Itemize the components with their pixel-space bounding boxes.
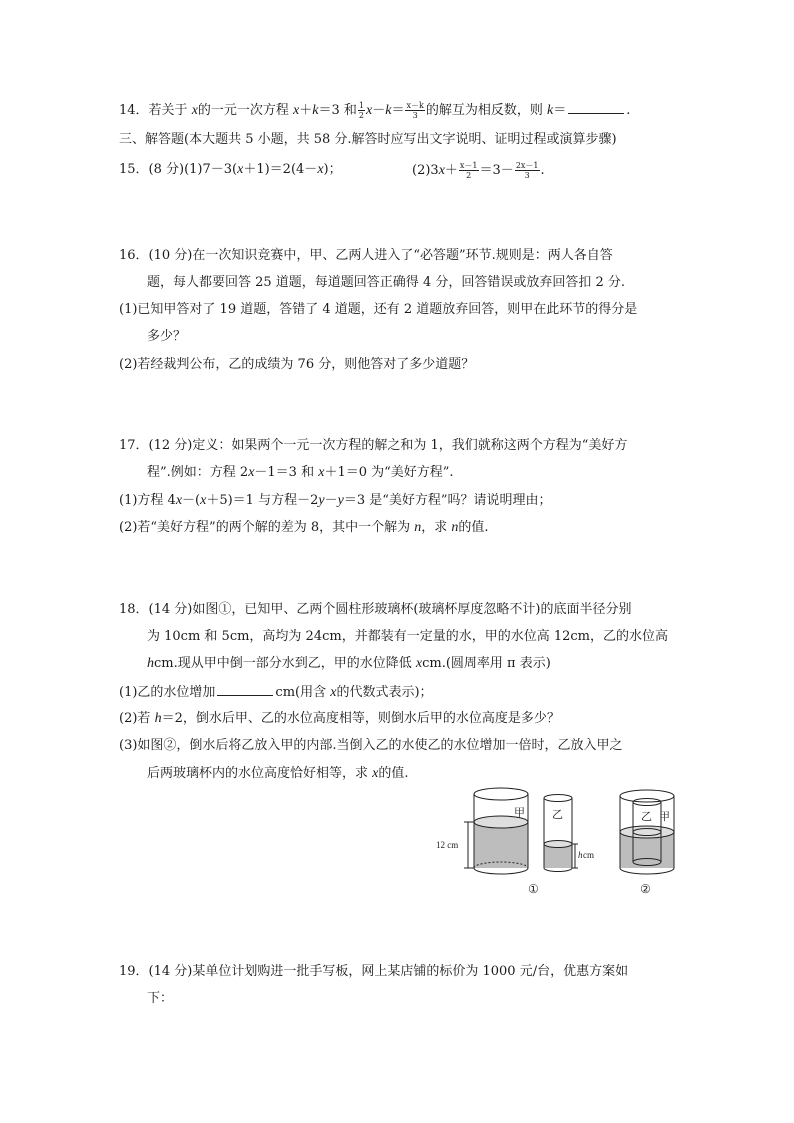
cup-jia [474, 788, 528, 874]
water-surface-nested [620, 826, 674, 838]
numerator: x－1 [459, 161, 478, 170]
variable-x: x [330, 685, 337, 700]
question-18-part-3: (3)如图②，倒水后将乙放入甲的内部.当倒入乙的水使乙的水位增加一倍时，乙放入甲之 [119, 738, 623, 753]
question-17-line-2 [147, 464, 454, 482]
question-16-line-2: 题，每人都要回答 25 道题，每道题回答正确得 4 分，回答错误或放弃回答扣 2 分. [147, 275, 626, 290]
variable-x: x [366, 103, 373, 118]
text: (2)3 [412, 163, 439, 178]
text: 后两玻璃杯内的水位高度恰好相等，求 [147, 766, 373, 781]
question-15-part-2 [412, 161, 545, 180]
figure-2-label: ② [640, 882, 651, 896]
text: ＋ [299, 103, 313, 118]
question-17-part-1 [119, 492, 552, 510]
rim-outer [620, 790, 674, 802]
nested-cups [620, 790, 674, 874]
question-17-line-1: 17．(12 分)定义：如果两个一元一次方程的解之和为 1，我们就称这两个方程为“美好方 [119, 438, 628, 453]
variable-x: x [293, 103, 300, 118]
figure-1-label: ① [528, 882, 539, 896]
section-3-heading: 三、解答题(本大题共 5 小题，共 58 分.解答时应写出文字说明、证明过程或演算步骤) [119, 132, 617, 147]
text: (2)若“美好方程”的两个解的差为 8，其中一个解为 [119, 520, 415, 535]
rim-jia [474, 788, 528, 800]
denominator: 3 [412, 111, 418, 120]
variable-h: h [154, 711, 162, 726]
text: ＋5)＝1 与方程－2 [206, 493, 319, 508]
variable-x: x [415, 656, 423, 671]
text: － [372, 103, 386, 118]
variable-k: k [312, 103, 319, 118]
denominator: 3 [524, 171, 530, 180]
question-19-line-2: 下： [147, 991, 174, 1006]
text: . [540, 163, 545, 178]
variable-x: x [200, 493, 207, 508]
variable-k: k [385, 103, 392, 118]
denominator: 2 [358, 111, 364, 120]
question-number: 15． [119, 162, 149, 177]
text: cm.现从甲中倒一部分水到乙，甲的水位降低 [154, 656, 416, 671]
question-17-part-2 [119, 519, 489, 537]
text: )； [323, 162, 342, 177]
question-19-line-1: 19．(14 分)某单位计划购进一批手写板，网上某店铺的标价为 1000 元/台，优惠方案如 [119, 964, 629, 979]
text: 的值. [458, 520, 489, 535]
text: . [626, 103, 631, 118]
variable-n: n [414, 520, 422, 535]
cylinder-figure [430, 786, 690, 898]
numerator: 2x－1 [515, 161, 539, 170]
numerator: 1 [358, 101, 364, 110]
text: ＋ [444, 163, 458, 178]
text: ＝3 是“美好方程”吗？请说明理由； [343, 493, 552, 508]
text: 的解互为相反数，则 [425, 103, 547, 118]
variable-y: y [318, 493, 325, 508]
fraction-x-minus-k [405, 101, 424, 120]
fraction-half [358, 101, 365, 120]
text: ＝3－ [479, 163, 514, 178]
text: － [324, 493, 338, 508]
text: (8 分)(1)7－3( [148, 162, 238, 177]
variable-x: x [191, 103, 198, 118]
text: ＝ [553, 103, 567, 118]
variable-x: x [248, 465, 255, 480]
answer-blank [217, 683, 273, 696]
text: ＝3 和 [318, 103, 357, 118]
text: (2)若 [119, 711, 155, 726]
water-jia [474, 822, 528, 868]
text: －1＝3 和 [254, 465, 319, 480]
question-15-part-1 [119, 161, 342, 179]
label-h: h [578, 850, 583, 860]
rim-yi [544, 795, 572, 802]
label-h-unit: cm [583, 850, 594, 860]
variable-x: x [438, 163, 445, 178]
text: 的代数式表示)； [336, 685, 433, 700]
question-16-part-2: (2)若经裁判公布，乙的成绩为 76 分，则他答对了多少道题？ [119, 357, 475, 372]
label-jia-nested: 甲 [659, 811, 670, 823]
variable-n: n [451, 520, 459, 535]
text: 的一元一次方程 [197, 103, 294, 118]
text: ，求 [421, 520, 452, 535]
variable-x: x [237, 162, 244, 177]
numerator: x－k [406, 101, 424, 110]
label-yi-nested: 乙 [641, 811, 652, 823]
variable-y: y [337, 493, 344, 508]
water-surface-yi [544, 841, 572, 848]
text: 程”.例如：方程 2 [147, 465, 249, 480]
text: 若关于 [148, 103, 192, 118]
variable-h: h [147, 656, 154, 671]
question-18-part-1 [119, 683, 433, 702]
denominator: 2 [466, 171, 472, 180]
question-16-part-1-cont: 多少？ [147, 329, 187, 344]
fraction-x-minus-1-over-2 [459, 161, 479, 180]
question-16-part-1: (1)已知甲答对了 19 道题，答错了 4 道题，还有 2 道题放弃回答，则甲在此环节的得分是 [119, 302, 638, 317]
variable-x: x [372, 766, 379, 781]
question-number: 14． [119, 103, 149, 118]
text: 的值. [378, 766, 409, 781]
variable-x: x [317, 162, 324, 177]
text: ＝2，倒水后甲、乙的水位高度相等，则倒水后甲的水位高度是多少？ [161, 711, 560, 726]
question-18-line-3 [147, 655, 551, 673]
question-18-part-2 [119, 710, 560, 728]
text: －( [182, 493, 201, 508]
variable-x: x [175, 493, 183, 508]
text: (1)乙的水位增加 [119, 685, 216, 700]
question-14 [119, 101, 630, 120]
label-jia: 甲 [514, 807, 525, 819]
text: ＋1＝0 为“美好方程”. [324, 465, 454, 480]
answer-blank [568, 101, 624, 114]
fraction-2x-minus-1-over-3 [515, 161, 540, 180]
text: cm(用含 [275, 685, 331, 700]
variable-k: k [546, 103, 554, 118]
text: (1)方程 4 [119, 493, 176, 508]
question-16-line-1: 16．(10 分)在一次知识竞赛中，甲、乙两人进入了“必答题”环节.规则是：两人各自答 [119, 248, 613, 263]
text: ＋1)＝2(4－ [243, 162, 318, 177]
question-18-part-3-cont [147, 765, 409, 783]
question-18-line-1: 18．(14 分)如图①，已知甲、乙两个圆柱形玻璃杯(玻璃杯厚度忽略不计)的底面半径分别 [119, 602, 632, 617]
text: cm.(圆周率用 π 表示) [422, 656, 551, 671]
question-18-line-2: 为 10cm 和 5cm，高均为 24cm，并都装有一定量的水，甲的水位高 12cm，乙的水位高 [147, 629, 668, 644]
text: ＝ [391, 103, 405, 118]
label-yi: 乙 [552, 809, 563, 821]
cup-yi [544, 795, 572, 872]
variable-x: x [318, 465, 325, 480]
label-12cm: 12 cm [436, 840, 459, 850]
